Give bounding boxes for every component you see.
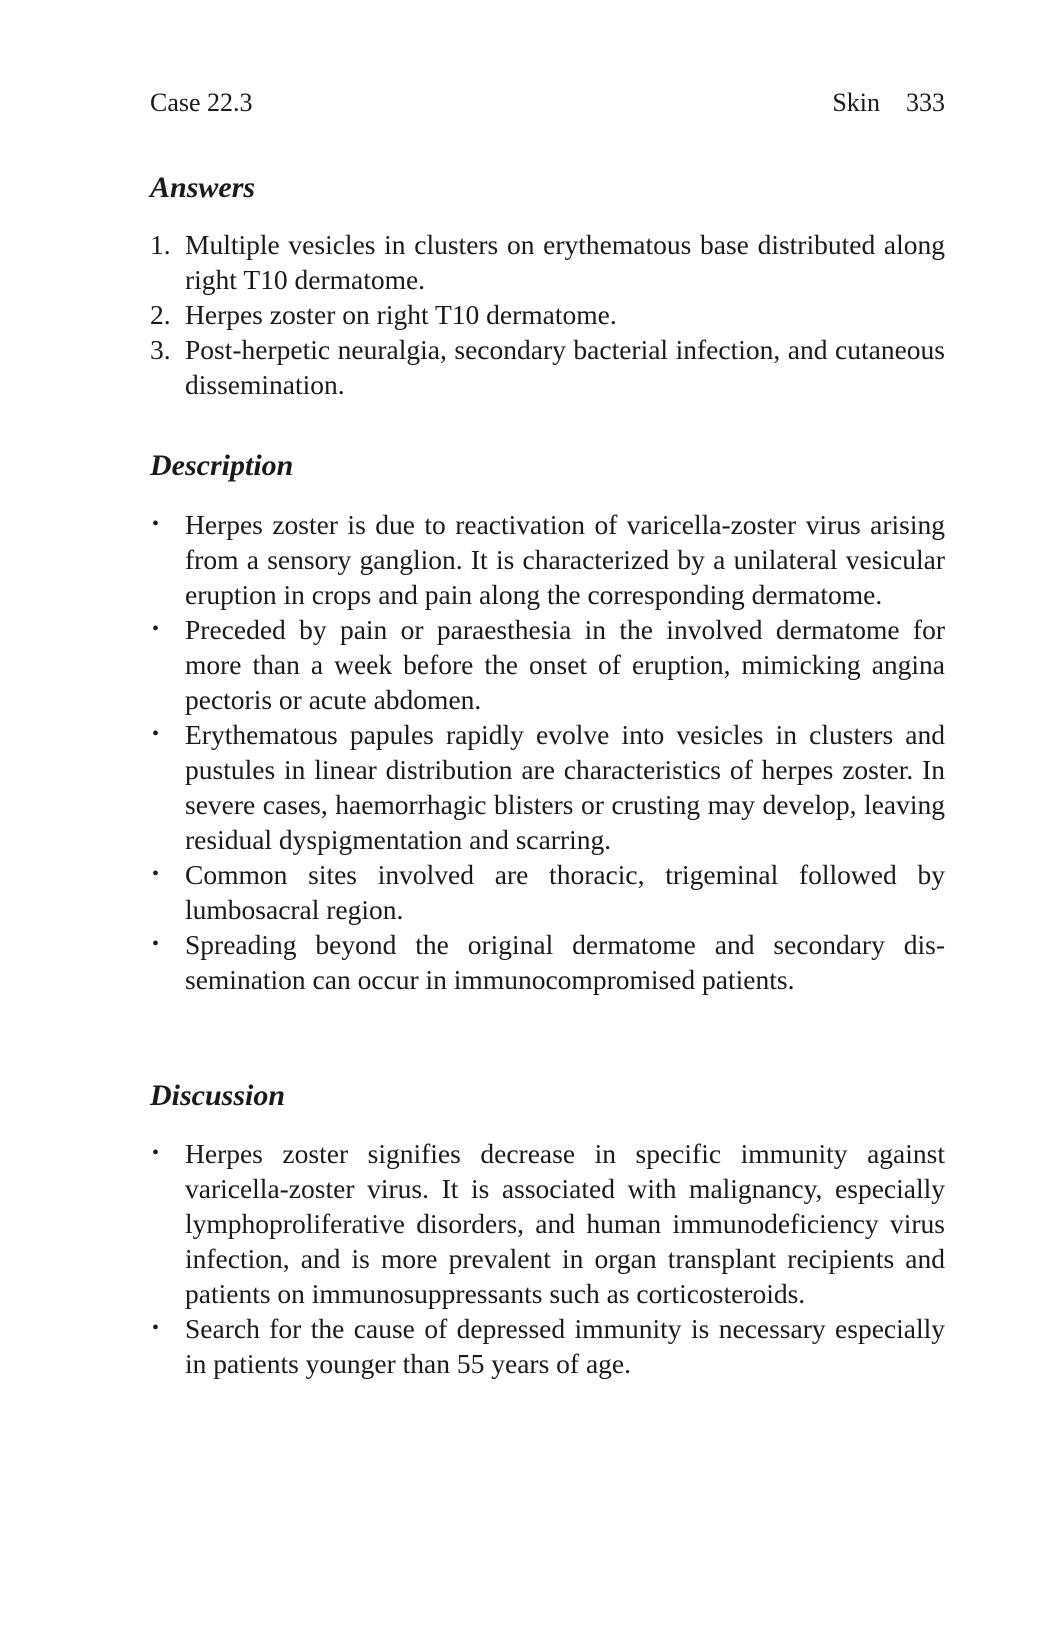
bullet: • bbox=[152, 863, 160, 885]
description-list bbox=[150, 507, 945, 997]
bullet: • bbox=[152, 513, 160, 535]
bullet: • bbox=[152, 618, 160, 640]
section-title: Skin bbox=[832, 88, 880, 117]
item-text: Multiple vesicles in clusters on erythematous base distributed along right T10 dermatome. bbox=[185, 229, 945, 295]
item-text: Herpes zoster signifies decrease in specific immunity against varicella-zoster virus. It is associated with malignancy, especially lymphoproliferative disorders, and human immunodeficiency virus infection, and is more prevalent in organ transplant recipients and patients on immunosuppressants such as corticosteroids. bbox=[185, 1138, 945, 1309]
item-text: Spreading beyond the original dermatome and secondary dissemination can occur in immunocompromised patients. bbox=[185, 929, 945, 995]
description-heading: Description bbox=[150, 449, 294, 482]
item-text: Post-herpetic neuralgia, secondary bacterial infection, and cutaneous dissemination. bbox=[185, 334, 945, 400]
item-text: Common sites involved are thoracic, trigeminal followed by lumbosacral region. bbox=[185, 859, 945, 925]
running-head bbox=[150, 88, 945, 128]
bullet: • bbox=[152, 723, 160, 745]
discussion-section bbox=[150, 1078, 945, 1381]
description-item bbox=[150, 507, 945, 612]
item-number: 3. bbox=[150, 334, 171, 365]
item-text: Herpes zoster is due to reactivation of varicella-zoster virus arising from a sensory ganglion. It is characterized by a unilateral vesicular eruption in crops and pain along the corresponding dermatome. bbox=[185, 509, 945, 610]
page-number: 333 bbox=[906, 88, 945, 117]
answer-item bbox=[150, 227, 945, 297]
bullet: • bbox=[152, 933, 160, 955]
item-number: 2. bbox=[150, 299, 171, 330]
description-item bbox=[150, 717, 945, 857]
answers-section bbox=[150, 170, 945, 402]
discussion-item bbox=[150, 1136, 945, 1311]
item-text: Herpes zoster on right T10 dermatome. bbox=[185, 299, 617, 330]
answer-item bbox=[150, 297, 945, 332]
section-and-page bbox=[832, 88, 945, 118]
bullet: • bbox=[152, 1142, 160, 1164]
description-item bbox=[150, 927, 945, 997]
description-section bbox=[150, 448, 945, 997]
description-item bbox=[150, 857, 945, 927]
item-text: Preceded by pain or paraesthesia in the involved dermatome for more than a week before the onset of eruption, mimicking angina pectoris or acute abdomen. bbox=[185, 614, 945, 715]
case-label: Case 22.3 bbox=[150, 88, 253, 117]
answers-heading: Answers bbox=[150, 171, 256, 204]
answers-list bbox=[150, 227, 945, 402]
discussion-item bbox=[150, 1311, 945, 1381]
bullet: • bbox=[152, 1317, 160, 1339]
description-item bbox=[150, 612, 945, 717]
discussion-list bbox=[150, 1136, 945, 1381]
item-text: Erythematous papules rapidly evolve into vesicles in clusters and pustules in linear distribution are characteristics of herpes zoster. In severe cases, haemorrhagic blisters or crusting may develop, leaving residual dyspigmentation and scarring. bbox=[185, 719, 945, 855]
discussion-heading: Discussion bbox=[150, 1079, 286, 1112]
item-number: 1. bbox=[150, 229, 171, 260]
answer-item bbox=[150, 332, 945, 402]
item-text: Search for the cause of depressed immunity is necessary especially in patients younger than 55 years of age. bbox=[185, 1313, 945, 1379]
